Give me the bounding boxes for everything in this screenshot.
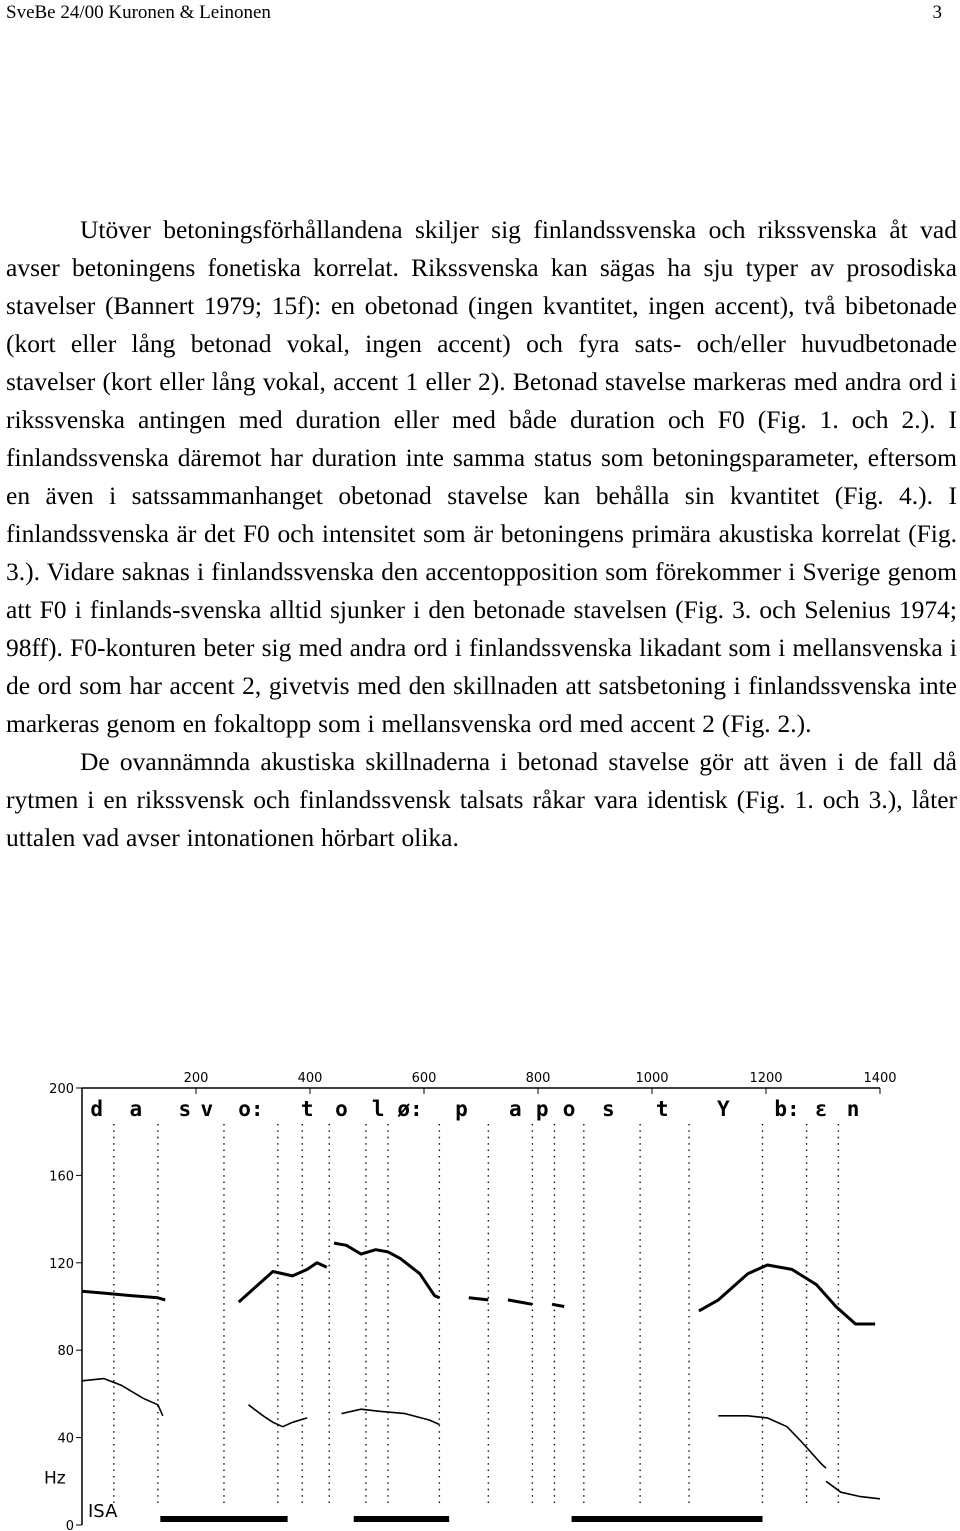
segment-label: v [200, 1097, 214, 1121]
segment-label: o [335, 1097, 348, 1121]
segment-label: a [508, 1097, 522, 1121]
y-tick-label: 80 [57, 1344, 74, 1360]
x-tick-label: 800 [525, 1071, 551, 1086]
segment-label: n [846, 1097, 860, 1121]
segment-label: t [655, 1097, 669, 1121]
f0-figure [0, 1060, 960, 1531]
f0-contour-line [334, 1243, 439, 1298]
corner-label: ISA [88, 1501, 118, 1522]
segment-label: p [535, 1097, 549, 1121]
f0-contour-line [552, 1304, 564, 1306]
x-tick-label: 200 [183, 1071, 209, 1086]
f0-contour-line [239, 1263, 327, 1302]
f0-chart [0, 1060, 960, 1531]
segment-label: ɛ [814, 1097, 828, 1121]
paragraph-2: De ovannämnda akustiska skillnaderna i betonad stavelse gör att även i de fall då rytmen i en rikssvensk och finlandssvensk talsats råkar vara identisk (Fig. 1. och 3.), låter uttalen vad avser intonationen hörbart olika. [6, 747, 957, 852]
f0-contour-line [82, 1291, 165, 1300]
f0-contour-line [508, 1300, 533, 1304]
intensity-contour-line [718, 1416, 826, 1468]
x-tick-label: 1400 [863, 1071, 897, 1086]
paragraph-1: Utöver betoningsförhållandena skiljer sig finlandssvenska och rikssvenska åt vad avser betoningens fonetiska korrelat. Rikssvenska kan sägas ha sju typer av prosodiska stavelser (Bannert 1979; 15f): en obetonad (ingen kvantitet, ingen accent), två bibetonade (kort eller lång betonad vokal, ingen accent) och fyra sats- och/eller huvudbetonade stavelser (kort eller lång vokal, accent 1 eller 2). Betonad stavelse markeras med andra ord i rikssvenska antingen med duration eller med både duration och F0 (Fig. 1. och 2.). I finlandssvenska däremot har duration inte samma status som betoningsparameter, eftersom en även i satssammanhanget obetonad stavelse kan behålla sin kvantitet (Fig. 4.). I finlandssvenska är det F0 och intensitet som är betoningens primära akustiska korrelat (Fig. 3.). Vidare saknas i finlandssvenska den accentopposition som förekommer i Sverige genom att F0 i finlands-svenska alltid sjunker i den betonade stavelsen (Fig. 3. och Selenius 1974; 98ff). F0-konturen beter sig med andra ord i finlandssvenska likadant som i mellansvenska i de ord som har accent 2, givetvis med den skillnaden att satsbetoning i finlandssvenska inte markeras genom en fokaltopp som i mellansvenska ord med accent 2 (Fig. 2.). [6, 215, 957, 738]
segment-label: o [562, 1097, 576, 1121]
intensity-contour-line [82, 1379, 163, 1416]
y-axis-label: Hz [44, 1468, 66, 1489]
segment-label: b: [774, 1097, 800, 1121]
header-title: SveBe 24/00 Kuronen & Leinonen [6, 2, 271, 23]
segment-label: s [601, 1097, 615, 1121]
segment-label: a [129, 1097, 143, 1121]
y-tick-label: 0 [65, 1519, 74, 1531]
y-tick-label: 160 [49, 1169, 74, 1185]
f0-contour-line [469, 1298, 489, 1300]
y-tick-label: 40 [57, 1431, 74, 1447]
segment-label: t [300, 1097, 314, 1121]
segment-label: Y [717, 1097, 730, 1121]
y-tick-label: 200 [49, 1082, 74, 1097]
x-tick-label: 1200 [749, 1071, 783, 1086]
segment-label: d [90, 1097, 104, 1121]
segment-label: p [455, 1097, 468, 1121]
running-header [6, 0, 942, 26]
intensity-contour-line [826, 1481, 880, 1499]
x-tick-label: 1000 [635, 1071, 669, 1086]
body-text [6, 211, 957, 857]
f0-contour-line [699, 1265, 875, 1324]
segment-label: ø: [397, 1097, 423, 1121]
y-tick-label: 120 [49, 1256, 74, 1272]
segment-label: o: [238, 1097, 264, 1121]
segment-label: l [371, 1097, 385, 1121]
page-number: 3 [932, 2, 942, 23]
x-tick-label: 600 [411, 1071, 437, 1086]
segment-label: s [178, 1097, 192, 1121]
x-tick-label: 400 [297, 1071, 323, 1086]
intensity-contour-line [342, 1409, 440, 1424]
intensity-contour-line [249, 1405, 308, 1427]
